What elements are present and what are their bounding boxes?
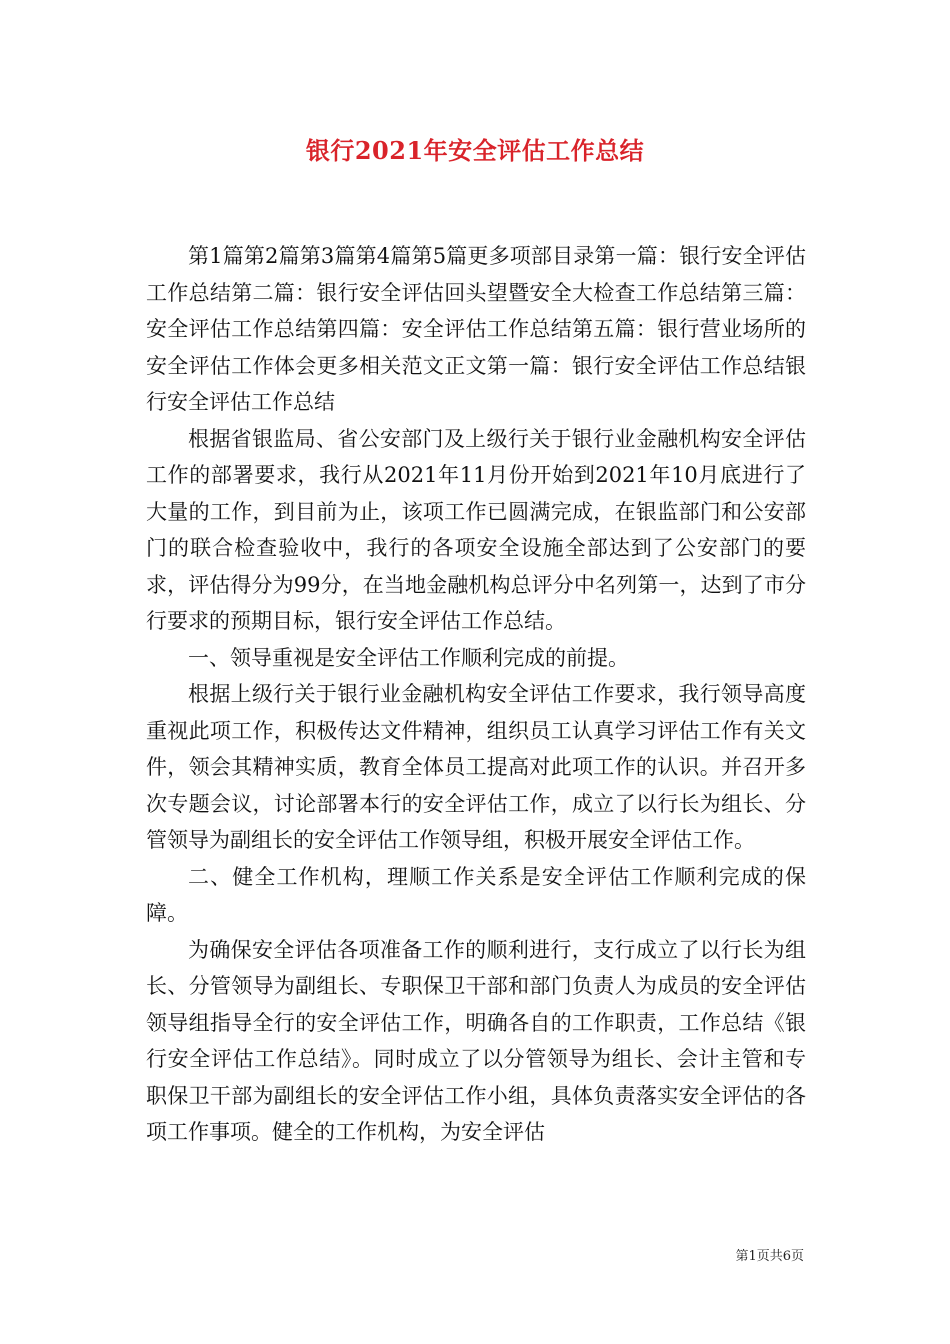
section-heading-2: 二、健全工作机构，理顺工作关系是安全评估工作顺利完成的保障。 — [146, 864, 806, 925]
page-number-footer: 第1页共6页 — [735, 1249, 804, 1264]
document-body — [146, 238, 806, 1151]
paragraph-section-1: 根据上级行关于银行业金融机构安全评估工作要求，我行领导高度重视此项工作，积极传达文件精神，组织员工认真学习评估工作有关文件，领会其精神实质，教育全体员工提高对此项工作的认识。并召开多次专题会议，讨论部署本行的安全评估工作，成立了以行长为组长、分管领导为副组长的安全评估工作领导组，积极开展安全评估工作。 — [146, 682, 806, 852]
document-title: 银行2021年安全评估工作总结 — [305, 136, 645, 165]
paragraph-table-of-contents: 第1篇第2篇第3篇第4篇第5篇更多项部目录第一篇：银行安全评估工作总结第二篇：银行安全评估回头望暨安全大检查工作总结第三篇：安全评估工作总结第四篇：安全评估工作总结第五篇：银行营业场所的安全评估工作体会更多相关范文正文第一篇：银行安全评估工作总结银行安全评估工作总结 — [146, 244, 806, 414]
paragraph-introduction: 根据省银监局、省公安部门及上级行关于银行业金融机构安全评估工作的部署要求，我行从2021年11月份开始到2021年10月底进行了大量的工作，到目前为止，该项工作已圆满完成，在银监部门和公安部门的联合检查验收中，我行的各项安全设施全部达到了公安部门的要求，评估得分为99分，在当地金融机构总评分中名列第一，达到了市分行要求的预期目标，银行安全评估工作总结。 — [146, 426, 806, 633]
section-heading-1: 一、领导重视是安全评估工作顺利完成的前提。 — [188, 645, 629, 670]
paragraph-section-2: 为确保安全评估各项准备工作的顺利进行，支行成立了以行长为组长、分管领导为副组长、专职保卫干部和部门负责人为成员的安全评估领导组指导全行的安全评估工作，明确各自的工作职责，工作总结《银行安全评估工作总结》。同时成立了以分管领导为组长、会计主管和专职保卫干部为副组长的安全评估工作小组，具体负责落实安全评估的各项工作事项。健全的工作机构，为安全评估 — [146, 937, 806, 1144]
